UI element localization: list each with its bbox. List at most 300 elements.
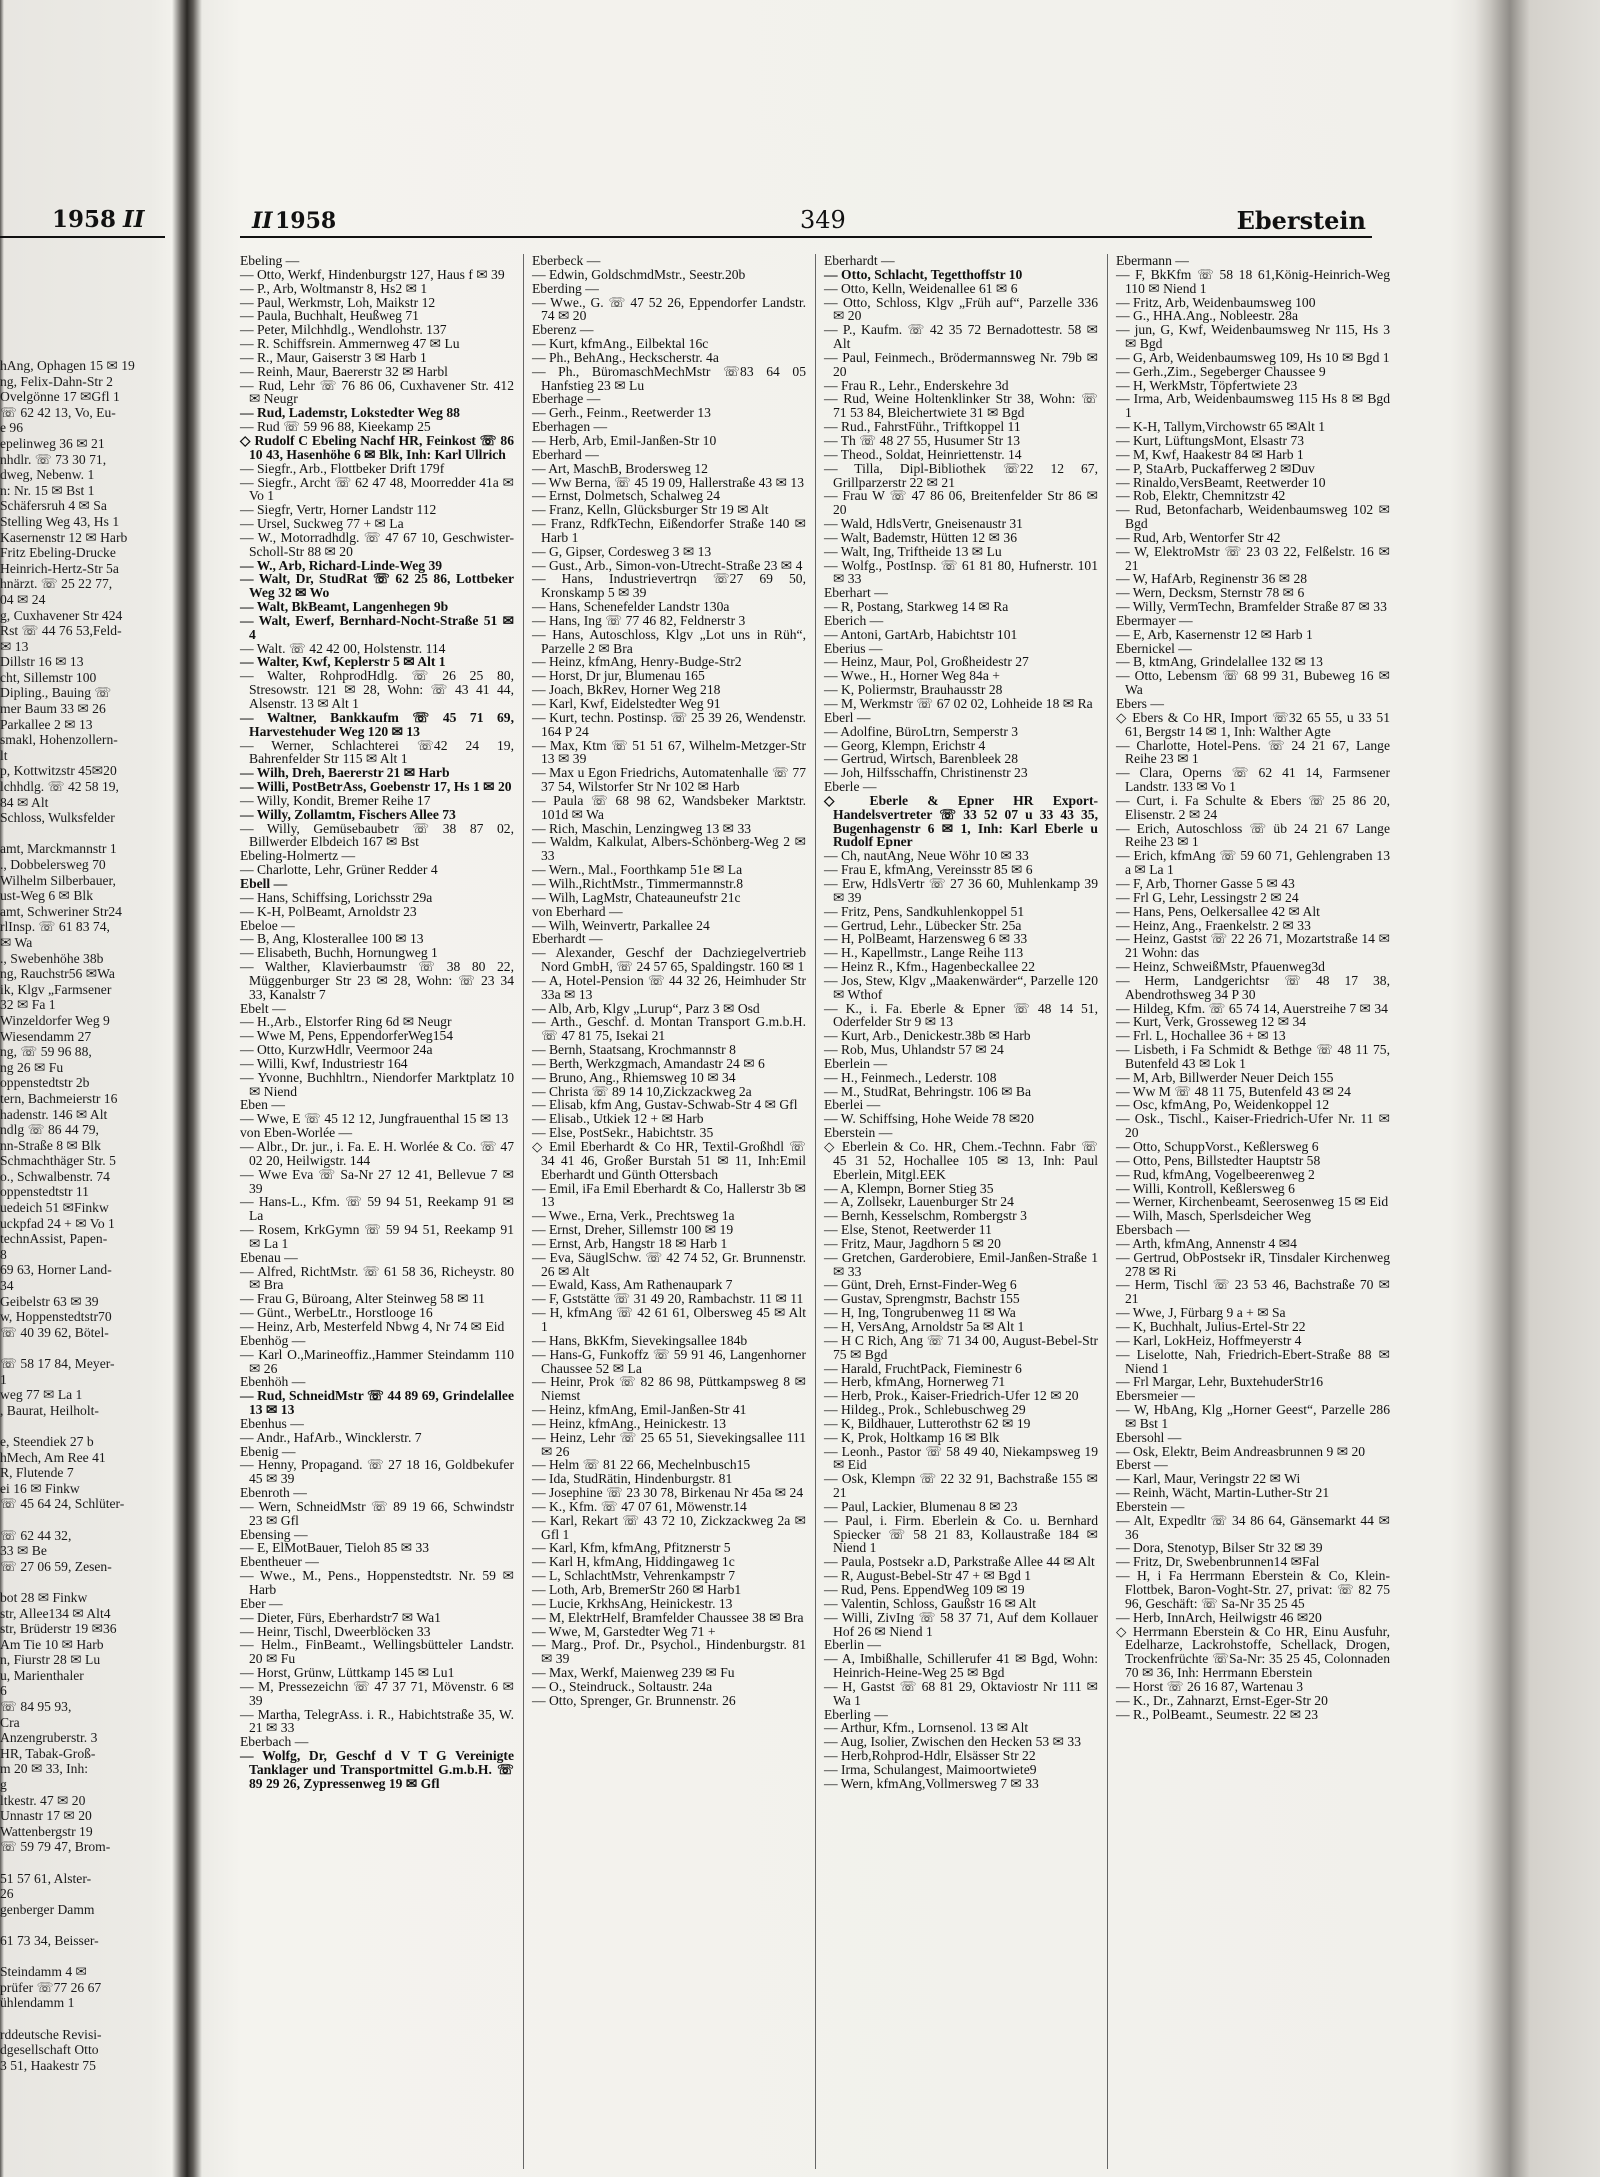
directory-entry: — Horst ☏ 26 16 87, Wartenau 3 [1116, 1678, 1304, 1694]
directory-entry: — Rob, Mus, Uhlandstr 57 ✉ 24 [824, 1042, 1004, 1058]
directory-entry: — Rich, Maschin, Lenzingweg 13 ✉ 33 [532, 820, 752, 836]
directory-entry: — M., StudRat, Behringstr. 106 ✉ Ba [824, 1083, 1031, 1099]
directory-entry: — Wern, Decksm, Sternstr 78 ✉ 6 [1116, 585, 1305, 601]
directory-entry: — Reinh, Wächt, Martin-Luther-Str 21 [1116, 1485, 1330, 1501]
left-page-line: n, Fiurstr 28 ✉ Lu [0, 1652, 101, 1668]
directory-entry: — Adolfine, BüroLtrn, Semperstr 3 [824, 723, 1019, 739]
directory-entry: — H., Feinmech., Lederstr. 108 [824, 1069, 997, 1085]
surname-heading: Ebernickel — [1116, 640, 1192, 656]
directory-entry: — Hans, Autoschloss, Klgv „Lot uns in Rüh“, Parzelle 2 ✉ Bra [532, 626, 806, 656]
left-page-line: Dipling., Bauing ☏ [0, 685, 112, 701]
surname-heading: Eberlein — [824, 1055, 888, 1071]
directory-entry: — Helm., FinBeamt., Wellingsbütteler Landstr. 20 ✉ Fu [240, 1637, 514, 1667]
directory-entry: — K, Bildhauer, Lutterothstr 62 ✉ 19 [824, 1415, 1031, 1431]
surname-heading: Eberling — [824, 1706, 888, 1722]
directory-entry: — Ww M ☏ 48 11 75, Butenfeld 43 ✉ 24 [1116, 1083, 1351, 1099]
directory-entry: — Heinz, Ang., Fraenkelstr. 2 ✉ 33 [1116, 917, 1311, 933]
directory-entry: — Peter, Milchhdlg., Wendlohstr. 137 [240, 322, 447, 338]
left-page-line: Heinrich-Hertz-Str 5a [0, 560, 119, 576]
directory-entry: — K, Buchhalt, Julius-Ertel-Str 22 [1116, 1318, 1306, 1334]
directory-entry: — Ewald, Kass, Am Rathenaupark 7 [532, 1277, 733, 1293]
directory-entry: — Werner, Kirchenbeamt, Seerosenweg 15 ✉ Eid [1116, 1194, 1389, 1210]
directory-entry: — Heinr, Tischl, Dweerblöcken 33 [240, 1623, 431, 1639]
directory-entry: — Wwe., H., Horner Weg 84a + [824, 668, 1000, 684]
directory-entry: — W., Arb, Richard-Linde-Weg 39 [240, 557, 443, 573]
directory-entry: — K-H, Tallym,Virchowstr 65 ✉Alt 1 [1116, 419, 1326, 435]
directory-entry: — W., Motorradhdlg. ☏ 47 67 10, Geschwister-Scholl-Str 88 ✉ 20 [240, 529, 514, 559]
directory-entry: — Fritz, Arb, Weidenbaumsweg 100 [1116, 294, 1316, 310]
left-page-line: Steindamm 4 ✉ [0, 1964, 87, 1980]
left-page-line: 3 51, Haakestr 75 [0, 2057, 96, 2073]
left-page-line: Anzengruberstr. 3 [0, 1730, 98, 1746]
directory-entry: — Curt, i. Fa Schulte & Ebers ☏ 25 86 20, Elisenstr. 2 ✉ 24 [1116, 792, 1390, 822]
left-page-line: mer Baum 33 ✉ 26 [0, 701, 106, 717]
directory-entry: — Jos, Stew, Klgv „Maakenwärder“, Parzelle 120 ✉ Wthof [824, 972, 1098, 1002]
directory-entry: ◇ Rudolf C Ebeling Nachf HR, Feinkost ☏ 86 10 43, Hasenhöhe 6 ✉ Blk, Inh: Karl Ullrich [240, 432, 514, 462]
left-page-line: ☏ 58 17 84, Meyer- [0, 1356, 115, 1371]
directory-entry: — H, PolBeamt, Harzensweg 6 ✉ 33 [824, 931, 1028, 947]
directory-entry: — Paula, Buchhalt, Heußweg 71 [240, 308, 419, 324]
directory-entry: — Walt. ☏ 42 42 00, Holstenstr. 114 [240, 640, 446, 656]
directory-entry: — Wwe, E ☏ 45 12 12, Jungfrauenthal 15 ✉ 13 [240, 1111, 509, 1127]
directory-entry: — Heinr, Prok ☏ 82 86 98, Püttkampsweg 8 ✉ Niemst [532, 1374, 806, 1404]
left-page-line: Kasernenstr 12 ✉ Harb [0, 529, 128, 545]
directory-entry: — Günt, Dreh, Ernst-Finder-Weg 6 [824, 1277, 1017, 1293]
left-page-line: ng, Rauchstr56 ✉Wa [0, 966, 115, 982]
left-page-line: ✉ Wa [0, 934, 33, 950]
left-page-line: Winzeldorfer Weg 9 [0, 1012, 110, 1028]
directory-entry: — Valentin, Schloss, Gaußstr 16 ✉ Alt [824, 1595, 1037, 1611]
left-page-line: o., Schwalbenstr. 74 [0, 1168, 110, 1184]
directory-entry: — Wilh, Masch, Sperlsdeicher Weg [1116, 1208, 1311, 1224]
surname-heading: Ebersohl — [1116, 1429, 1182, 1445]
directory-entry: — Rob, Elektr, Chemnitzstr 42 [1116, 488, 1286, 504]
directory-entry: — Rud., FahrstFühr., Triftkoppel 11 [824, 419, 1021, 435]
left-page-line: lt [0, 747, 8, 763]
left-page-line: ng, ☏ 59 96 88, [0, 1044, 92, 1060]
left-page-line: Ovelgönne 17 ✉Gfl 1 [0, 389, 120, 405]
directory-entry: — Otto, SchuppVorst., Keßlersweg 6 [1116, 1139, 1319, 1154]
directory-entry: — Max, Werkf, Maienweg 239 ✉ Fu [532, 1665, 735, 1681]
directory-entry: — Willi, Kontroll, Keßlersweg 6 [1116, 1180, 1295, 1196]
directory-entry: — Hans, Schenefelder Landstr 130a [532, 599, 730, 615]
directory-entry: — Paul, Werkmstr, Loh, Maikstr 12 [240, 294, 436, 310]
left-page-line: hnärzt. ☏ 25 22 77, [0, 576, 113, 592]
directory-entry: — H, WerkMstr, Töpfertwiete 23 [1116, 377, 1298, 393]
directory-entry: — G, Gipser, Cordesweg 3 ✉ 13 [532, 543, 712, 559]
directory-entry: — P., Arb, Woltmanstr 8, Hs2 ✉ 1 [240, 280, 428, 296]
directory-entry: — Karl, Kwf, Eidelstedter Weg 91 [532, 696, 721, 711]
left-page-line: hMech, Am Ree 41 [0, 1449, 106, 1465]
directory-entry: — Otto, KurzwHdlr, Veermoor 24a [240, 1042, 433, 1058]
directory-entry: — Paul, i. Firm. Eberlein & Co. u. Bernhard Spiecker ☏ 58 21 83, Kollaustraße 184 ✉ Niend 1 [824, 1512, 1098, 1556]
surname-heading: Eben — [240, 1097, 285, 1113]
directory-entry: — Herm, Landgerichtsr ☏ 48 17 38, Abendrothsweg 34 P 30 [1116, 972, 1390, 1002]
directory-entry: — Alb, Arb, Klgv „Lurup“, Parz 3 ✉ Osd [532, 1000, 760, 1016]
directory-entry: — F, BkKfm ☏ 58 18 61,König-Heinrich-Weg 110 ✉ Niend 1 [1116, 266, 1390, 296]
directory-entry: — Kurt, kfmAng., Eilbektal 16c [532, 336, 709, 352]
directory-column-3 [824, 254, 1098, 1791]
directory-entry: — Osk, Elektr, Beim Andreasbrunnen 9 ✉ 20 [1116, 1443, 1366, 1459]
directory-entry: — Hans, BkKfm, Sievekingsallee 184b [532, 1332, 748, 1348]
left-page-line [0, 1574, 168, 1590]
surname-heading: Ebenhöh — [240, 1374, 306, 1390]
left-page-line [0, 1512, 168, 1528]
directory-entry: — Herm, Tischl ☏ 23 53 46, Bachstraße 70 ✉ 21 [1116, 1277, 1390, 1307]
directory-entry: — Fritz, Pens, Sandkuhlenkoppel 51 [824, 903, 1025, 919]
directory-entry: — Walt, BkBeamt, Langenhegen 9b [240, 599, 449, 615]
directory-entry: — Kurt, LüftungsMont, Elsastr 73 [1116, 432, 1305, 448]
left-page-line: oppenstedtstr 11 [0, 1184, 89, 1200]
directory-entry: — Willy, VermTechn, Bramfelder Straße 87 ✉ 33 [1116, 599, 1387, 615]
left-page-line: R, Flutende 7 [0, 1465, 74, 1481]
directory-entry: — Werner, Schlachterei ☏42 24 19, Bahrenfelder Str 115 ✉ Alt 1 [240, 737, 514, 767]
directory-entry: — Wwe., G. ☏ 47 52 26, Eppendorfer Landstr. 74 ✉ 20 [532, 294, 806, 324]
left-page-line: 1 [0, 1371, 7, 1387]
surname-heading: von Eben-Worlée — [240, 1125, 353, 1141]
left-page-volume: II [123, 206, 145, 233]
directory-entry: — Ida, StudRätin, Hindenburgstr. 81 [532, 1471, 733, 1487]
left-page-line: Parkallee 2 ✉ 13 [0, 716, 93, 732]
directory-entry: — Wilh, Weinvertr, Parkallee 24 [532, 917, 710, 933]
directory-entry: — Karl, LokHeiz, Hoffmeyerstr 4 [1116, 1332, 1302, 1348]
directory-entry: — Leonh., Pastor ☏ 58 49 40, Niekampsweg 19 ✉ Eid [824, 1443, 1098, 1473]
surname-heading: Ebermayer — [1116, 612, 1193, 628]
left-page-line: Schloss, Wulksfelder [0, 810, 115, 826]
directory-entry: — Arthur, Kfm., Lornsenol. 13 ✉ Alt [824, 1720, 1029, 1736]
surname-heading: Ebeloe — [240, 917, 295, 933]
left-page-line: technAssist, Papen- [0, 1231, 108, 1247]
directory-entry: — Reinh, Maur, Baererstr 32 ✉ Harbl [240, 363, 448, 379]
left-page-line: 69 63, Horner Land- [0, 1262, 112, 1278]
directory-entry: — Hildeg, Kfm. ☏ 65 74 14, Auerstreihe 7 ✉ 34 [1116, 1000, 1388, 1016]
directory-entry: — R. Schiffsrein. Ammernweg 47 ✉ Lu [240, 336, 460, 352]
directory-entry: — Walther, Klavierbaumstr ☏ 38 80 22, Müggenburger Str 23 ✉ 28, Wohn: ☏ 23 34 33, Kanalstr 7 [240, 959, 514, 1002]
directory-entry: — Willy, Kondit, Bremer Reihe 17 [240, 792, 431, 808]
directory-entry: — Ch, nautAng, Neue Wöhr 10 ✉ 33 [824, 848, 1029, 864]
directory-entry: — H, i Fa Herrmann Eberstein & Co, Klein-Flottbek, Baron-Voght-Str. 27, privat: ☏ 82 75 96, Geschäft: ☏ Sa-Nr 35 25 45 [1116, 1568, 1390, 1611]
directory-column-1 [240, 254, 514, 1791]
directory-entry: — Walt, Dr, StudRat ☏ 62 25 86, Lottbeker Weg 32 ✉ Wo [240, 571, 514, 601]
left-page-line: u, Marienthaler [0, 1667, 84, 1683]
directory-entry: — Gertrud, Wirtsch, Barenbleek 28 [824, 751, 1018, 767]
left-page-line: Wiesendamm 27 [0, 1028, 92, 1044]
directory-entry: — Walter, Kwf, Keplerstr 5 ✉ Alt 1 [240, 654, 446, 670]
surname-heading: Ebeling-Holmertz — [240, 848, 356, 864]
left-page-year: 1958 [52, 206, 117, 233]
directory-entry: — Loth, Arb, BremerStr 260 ✉ Harb1 [532, 1582, 742, 1597]
surname-heading: Ebermann — [1116, 253, 1189, 268]
directory-entry: — Walt, Bademstr, Hütten 12 ✉ 36 [824, 529, 1017, 545]
directory-entry: — Theod., Soldat, Heinriettenstr. 14 [824, 446, 1022, 462]
left-page-line: e 96 [0, 420, 24, 436]
left-page-line: Cra [0, 1714, 20, 1730]
directory-entry: — Lisbeth, i Fa Schmidt & Bethge ☏ 48 11 75, Butenfeld 43 ✉ Lok 1 [1116, 1042, 1390, 1071]
directory-entry: — Wilh, Dreh, Baererstr 21 ✉ Harb [240, 765, 450, 781]
surname-heading: Eberhagen — [532, 419, 608, 435]
directory-entry: — A, Zollsekr, Lauenburger Str 24 [824, 1194, 1014, 1210]
directory-entry: — Gertrud, ObPostsekr iR, Tinsdaler Kirchenweg 278 ✉ Ri [1116, 1249, 1390, 1279]
surname-heading: Eberding — [532, 280, 599, 296]
left-page-line: bot 28 ✉ Finkw [0, 1589, 88, 1605]
directory-entry: — Otto, Sprenger, Gr. Brunnenstr. 26 [532, 1692, 736, 1708]
surname-heading: Eber — [240, 1595, 283, 1611]
left-page-line: 51 57 61, Alster- [0, 1870, 92, 1886]
surname-heading: Eberhart — [824, 585, 888, 601]
directory-entry: — Wwe., M., Pens., Hoppenstedtstr. Nr. 59 ✉ Harb [240, 1568, 514, 1597]
directory-entry: — Alexander, Geschf der Dachziegelvertrieb Nord GmbH, ☏ 24 57 65, Spaldingstr. 160 ✉ 1 [532, 945, 806, 975]
left-page-line: uedeich 51 ✉Finkw [0, 1200, 109, 1216]
left-page-line: amt, Schweriner Str24 [0, 903, 122, 919]
left-page-line: epelinweg 36 ✉ 21 [0, 435, 105, 451]
surname-heading: Eberbach — [240, 1734, 309, 1750]
directory-entry: — Wwe, M, Garstedter Weg 71 + [532, 1623, 716, 1639]
directory-entry: — P., Kaufm. ☏ 42 35 72 Bernadottestr. 58 ✉ Alt [824, 322, 1098, 352]
directory-entry: — M, Arb, Billwerder Neuer Deich 155 [1116, 1069, 1334, 1085]
left-page-line: weg 77 ✉ La 1 [0, 1387, 83, 1403]
directory-entry: — Karl O.,Marineoffiz.,Hammer Steindamm 110 ✉ 26 [240, 1346, 514, 1376]
column-rule [1107, 254, 1108, 2169]
directory-entry: — M, ElektrHelf, Bramfelder Chaussee 38 ✉ Bra [532, 1609, 804, 1625]
left-page-line: ltkestr. 47 ✉ 20 [0, 1792, 86, 1808]
directory-entry: — Willy, Zollamtm, Fischers Allee 73 [240, 806, 456, 822]
directory-entry: — Fritz, Dr, Swebenbrunnen14 ✉Fal [1116, 1554, 1320, 1570]
directory-entry: — Else, Stenot, Reetwerder 11 [824, 1222, 992, 1238]
surname-heading: Ebersmeier — [1116, 1388, 1195, 1404]
directory-entry: — Ph., BüromaschMechMstr ☏83 64 05 Hanfstieg 23 ✉ Lu [532, 363, 806, 393]
directory-entry: — Ursel, Suckweg 77 + ✉ La [240, 516, 404, 532]
left-facing-page [0, 0, 168, 2177]
directory-entry: — Otto, Werkf, Hindenburgstr 127, Haus f ✉ 39 [240, 266, 505, 282]
left-page-line: nn-Straße 8 ✉ Blk [0, 1137, 101, 1153]
directory-entry: — Henny, Propagand. ☏ 27 18 16, Goldbekufer 45 ✉ 39 [240, 1457, 514, 1487]
directory-entry: — R, Postang, Starkweg 14 ✉ Ra [824, 599, 1009, 615]
directory-entry: — Erich, kfmAng ☏ 59 60 71, Gehlengraben 13 a ✉ La 1 [1116, 848, 1390, 878]
directory-entry: — O., Steindruck., Soltaustr. 24a [532, 1678, 713, 1694]
directory-entry: — Gustav, Sprengmstr, Bachstr 155 [824, 1291, 1020, 1307]
directory-entry: — Hans-L., Kfm. ☏ 59 94 51, Reekamp 91 ✉ La [240, 1194, 514, 1224]
year-label: 1958 [275, 208, 337, 234]
left-page-line: tern, Bachmeierstr 16 [0, 1090, 118, 1106]
directory-entry: — Paula ☏ 68 98 62, Wandsbeker Marktstr. 101d ✉ Wa [532, 792, 806, 822]
directory-entry: — Tilla, Dipl-Bibliothek ☏22 12 67, Grillparzerstr 22 ✉ 21 [824, 460, 1098, 490]
running-title: Eberstein [1236, 206, 1366, 235]
directory-entry: — Hans, Schiffsing, Lorichsstr 29a [240, 889, 433, 905]
directory-entry: — Wwe., Erna, Verk., Prechtsweg 1a [532, 1208, 735, 1224]
left-page-line: nhdlr. ☏ 73 30 71, [0, 451, 107, 467]
directory-entry: — Wern, kfmAng,Vollmersweg 7 ✉ 33 [824, 1775, 1039, 1791]
directory-entry: — Georg, Klempn, Erichstr 4 [824, 737, 986, 753]
directory-entry: — Wern., Mal., Foorthkamp 51e ✉ La [532, 862, 743, 878]
left-page-line: smakl, Hohenzollern- [0, 732, 118, 748]
directory-entry: — Paul, Feinmech., Brödermannsweg Nr. 79b ✉ 20 [824, 349, 1098, 379]
left-page-line: Rst ☏ 44 76 53,Feld- [0, 623, 122, 639]
directory-entry: — Art, MaschB, Brodersweg 12 [532, 460, 708, 476]
directory-entry: — Wilh.,RichtMstr., Timmermannstr.8 [532, 875, 744, 891]
directory-entry: — Berth, Werkzgmach, Amandastr 24 ✉ 6 [532, 1055, 765, 1071]
left-page-line: Schäfersruh 4 ✉ Sa [0, 498, 107, 514]
directory-entry: — K, Prok, Holtkamp 16 ✉ Blk [824, 1429, 1000, 1445]
directory-entry: — F, Arb, Thorner Gasse 5 ✉ 43 [1116, 875, 1295, 891]
directory-entry: — Heinz R., Kfm., Hagenbeckallee 22 [824, 959, 1036, 975]
directory-entry: — H C Rich, Ang ☏ 71 34 00, August-Bebel-Str 75 ✉ Bgd [824, 1332, 1098, 1362]
surname-heading: Ebenroth — [240, 1485, 307, 1501]
surname-heading: Ebentheuer — [240, 1554, 319, 1570]
directory-entry: — Elisabeth, Buchh, Hornungweg 1 [240, 945, 438, 961]
surname-heading: Ebenhus — [240, 1415, 304, 1431]
directory-entry: — A, Imbißhalle, Schillerufer 41 ✉ Bgd, Wohn: Heinrich-Heine-Weg 25 ✉ Bgd [824, 1651, 1098, 1681]
surname-heading: Ebelt — [240, 1000, 286, 1016]
directory-entry: — Herb, Arb, Emil-Janßen-Str 10 [532, 432, 717, 448]
column-rule [523, 254, 524, 2169]
directory-entry: — Ernst, Arb, Hangstr 18 ✉ Harb 1 [532, 1235, 728, 1251]
left-page-line [0, 1917, 168, 1933]
left-page-line: ., Dobbelersweg 70 [0, 857, 106, 872]
left-page-line: ☏ 84 95 93, [0, 1699, 72, 1715]
left-page-line: Dillstr 16 ✉ 13 [0, 654, 84, 670]
surname-heading: Ebersbach — [1116, 1222, 1190, 1238]
directory-entry: — Bernh, Kesselschm, Rombergstr 3 [824, 1208, 1027, 1224]
left-page-line: , Baurat, Heilholt- [0, 1402, 99, 1418]
directory-entry: ◇ Herrmann Eberstein & Co HR, Einu Ausfuhr, Edelharze, Lackrohstoffe, Schellack, Drogen, Trockenfrüchte ☏Sa-Nr: 35 25 45, Colonnaden 70 ✉ 36, Inh: Herrmann Eberstein [1116, 1623, 1390, 1681]
directory-column-4 [1116, 254, 1390, 1721]
volume-label: II [252, 208, 273, 234]
surname-heading: Ebeling — [240, 253, 300, 268]
directory-entry: — Kurt, Arb., Denickestr.38b ✉ Harb [824, 1028, 1031, 1044]
directory-page [240, 0, 1480, 2177]
directory-entry: — Herb, Prok., Kaiser-Friedrich-Ufer 12 ✉ 20 [824, 1388, 1079, 1404]
directory-entry: — B, Ang, Klosterallee 100 ✉ 13 [240, 931, 424, 947]
left-page-line: Stelling Weg 43, Hs 1 [0, 513, 120, 529]
directory-entry: — E, Arb, Kasernenstr 12 ✉ Harb 1 [1116, 626, 1313, 642]
directory-entry: — Otto, Kelln, Weidenallee 61 ✉ 6 [824, 280, 1018, 296]
left-page-line: ng 26 ✉ Fu [0, 1059, 64, 1075]
directory-entry: — Ww Berna, ☏ 45 19 09, Hallerstraße 43 ✉ 13 [532, 474, 805, 490]
directory-entry: ◇ Eberlein & Co. HR, Chem.-Technn. Fabr ☏ 45 31 52, Hochallee 105 ✉ 13, Inh: Paul Eberlein, Mitgl.EEK [824, 1139, 1098, 1182]
left-page-line: amt, Marckmannstr 1 [0, 841, 117, 857]
page-header [240, 206, 1372, 238]
directory-entry: — L, SchlachtMstr, Vehrenkampstr 7 [532, 1568, 736, 1584]
directory-entry: — Karl, Kfm, kfmAng, Pfitznerstr 5 [532, 1540, 731, 1556]
left-page-line: ☏ 62 42 13, Vo, Eu- [0, 404, 116, 420]
left-page-line: str, Allee134 ✉ Alt4 [0, 1605, 111, 1621]
directory-entry: — Arth, kfmAng, Annenstr 4 ✉4 [1116, 1235, 1297, 1251]
directory-entry: — Frau W ☏ 47 86 06, Breitenfelder Str 86 ✉ 20 [824, 488, 1098, 518]
directory-entry: — Hildeg., Prok., Schlebuschweg 29 [824, 1402, 1026, 1418]
directory-entry: — Charlotte, Lehr, Grüner Redder 4 [240, 862, 438, 878]
directory-entry: — Herb, kfmAng, Hornerweg 71 [824, 1374, 1006, 1390]
directory-entry: — Frau G, Büroang, Alter Steinweg 58 ✉ 11 [240, 1291, 485, 1307]
directory-entry: — Hans, Pens, Oelkersallee 42 ✉ Alt [1116, 903, 1320, 919]
directory-entry: — Harald, FruchtPack, Fieminestr 6 [824, 1360, 1022, 1376]
left-page-line: Wilhelm Silberbauer, [0, 872, 116, 888]
left-page-line: w, Hoppenstedtstr70 [0, 1309, 112, 1325]
directory-entry: — Paul, Lackier, Blumenau 8 ✉ 23 [824, 1498, 1018, 1514]
directory-entry: — Rinaldo,VersBeamt, Reetwerder 10 [1116, 474, 1326, 490]
directory-entry: — Frau E, kfmAng, Vereinsstr 85 ✉ 6 [824, 862, 1033, 878]
left-page-line: rddeutsche Revisi- [0, 2026, 102, 2042]
left-page-line: 8 [0, 1246, 7, 1262]
directory-entry: — Willi, Kwf, Industriestr 164 [240, 1055, 408, 1071]
directory-entry: — Willi, ZivIng ☏ 58 37 71, Auf dem Kollauer Hof 26 ✉ Niend 1 [824, 1609, 1098, 1639]
left-page-line: ühlendamm 1 [0, 1995, 75, 2011]
directory-entry: — M, Werkmstr ☏ 67 02 02, Lohheide 18 ✉ Ra [824, 696, 1093, 711]
surname-heading: Eberenz — [532, 322, 594, 338]
surname-heading: Ebenau — [240, 1249, 298, 1265]
left-page-line: rlInsp. ☏ 61 83 74, [0, 919, 110, 935]
directory-entry: — Otto, Schloss, Klgv „Früh auf“, Parzelle 336 ✉ 20 [824, 294, 1098, 324]
directory-entry: — H, VersAng, Arnoldstr 5a ✉ Alt 1 [824, 1318, 1025, 1334]
directory-entry: — R, August-Bebel-Str 47 + ✉ Bgd 1 [824, 1568, 1032, 1584]
directory-entry: — H, Ing, Tongrubenweg 11 ✉ Wa [824, 1305, 1016, 1321]
directory-entry: — Hans, Industrievertrqn ☏27 69 50, Kronskamp 5 ✉ 39 [532, 571, 806, 601]
directory-entry: — W. Schiffsing, Hohe Weide 78 ✉20 [824, 1111, 1034, 1127]
directory-entry: — Rud, Lademstr, Lokstedter Weg 88 [240, 405, 460, 421]
directory-entry: — Karl H, kfmAng, Hiddingaweg 1c [532, 1554, 735, 1570]
directory-entry: — Marg., Prof. Dr., Psychol., Hindenburgstr. 81 ✉ 39 [532, 1637, 806, 1667]
directory-entry: — Willy, Gemüsebaubetr ☏ 38 87 02, Billwerder Elbdeich 167 ✉ Bst [240, 820, 514, 850]
directory-entry: — Rud, Weine Holtenklinker Str 38, Wohn: ☏ 71 53 84, Bleichertwiete 31 ✉ Bgd [824, 391, 1098, 421]
directory-entry: ◇ Emil Eberhardt & Co HR, Textil-Großhdl ☏ 34 41 46, Großer Burstah 51 ✉ 11, Inh:Emil Eberhardt und Günth Ottersbach [532, 1139, 806, 1182]
left-page-line: Schmachthäger Str. 5 [0, 1153, 116, 1169]
directory-entry: — Charlotte, Hotel-Pens. ☏ 24 21 67, Lange Reihe 23 ✉ 1 [1116, 737, 1390, 767]
directory-entry: — Siegfr, Vertr, Horner Landstr 112 [240, 502, 437, 518]
left-page-line: dweg, Nebenw. 1 [0, 467, 95, 483]
directory-entry: — K., Dr., Zahnarzt, Ernst-Eger-Str 20 [1116, 1692, 1328, 1708]
left-page-line: 61 73 34, Beisser- [0, 1932, 99, 1948]
directory-entry: — Heinz, kfmAng, Henry-Budge-Str2 [532, 654, 742, 670]
directory-entry: — Lucie, KrkhsAng, Heinickestr. 13 [532, 1595, 733, 1611]
directory-entry: — Heinz, SchweißMstr, Pfauenweg3d [1116, 959, 1325, 975]
directory-entry: — Frl G, Lehr, Lessingstr 2 ✉ 24 [1116, 889, 1299, 905]
left-page-line: 33 ✉ Be [0, 1543, 47, 1559]
directory-entry: — Irma, Arb, Weidenbaumsweg 115 Hs 8 ✉ Bgd 1 [1116, 391, 1390, 421]
directory-entry: — B, ktmAng, Grindelallee 132 ✉ 13 [1116, 654, 1323, 670]
directory-entry: — Rud, kfmAng, Vogelbeerenweg 2 [1116, 1166, 1315, 1182]
directory-entry: — Kurt, techn. Postinsp. ☏ 25 39 26, Wendenstr. 164 P 24 [532, 709, 806, 739]
directory-entry: — Gerh.,Zim., Segeberger Chaussee 9 [1116, 363, 1326, 379]
left-page-line: hadenstr. 146 ✉ Alt [0, 1106, 108, 1122]
directory-entry: — Wwe M, Pens, EppendorferWeg154 [240, 1028, 454, 1044]
directory-entry: — Elisab, kfm Ang, Gustav-Schwab-Str 4 ✉ Gfl [532, 1097, 798, 1113]
directory-entry: — K., i. Fa. Eberle & Epner ☏ 48 14 51, Oderfelder Str 9 ✉ 13 [824, 1000, 1098, 1030]
left-page-line: Wattenbergstr 19 [0, 1823, 93, 1839]
directory-entry: — Waldm, Kalkulat, Albers-Schönberg-Weg 2 ✉ 33 [532, 834, 806, 864]
surname-heading: Eberius — [824, 640, 883, 656]
directory-entry: — Walt, Ewerf, Bernhard-Nocht-Straße 51 ✉ 4 [240, 612, 514, 642]
left-page-line: hAng, Ophagen 15 ✉ 19 [0, 358, 135, 373]
left-page-line: lchhdlg. ☏ 42 58 19, [0, 779, 119, 795]
directory-entry: — Albr., Dr. jur., i. Fa. E. H. Worlée & Co. ☏ 47 02 20, Heilwigstr. 144 [240, 1139, 514, 1168]
directory-entry: — Martha, TelegrAss. i. R., Habichtstraße 35, W. 21 ✉ 33 [240, 1706, 514, 1736]
directory-entry: — M, Kwf, Haakestr 84 ✉ Harb 1 [1116, 446, 1304, 462]
directory-entry: — Heinz, kfmAng, Emil-Janßen-Str 41 [532, 1402, 747, 1418]
directory-entry: — Rud ☏ 59 96 88, Kieekamp 25 [240, 419, 431, 435]
directory-entry: — R., Maur, Gaiserstr 3 ✉ Harb 1 [240, 349, 427, 365]
left-page-line: ✉ 13 [0, 638, 29, 654]
directory-entry: — Franz, RdfkTechn, Eißendorfer Straße 140 ✉ Harb 1 [532, 516, 806, 545]
directory-entry: — Frl Margar, Lehr, BuxtehuderStr16 [1116, 1374, 1324, 1390]
surname-heading: Eberlei — [824, 1097, 881, 1113]
surname-heading: Eberbeck — [532, 253, 601, 268]
directory-entry: — Eva, SäuglSchw. ☏ 42 74 52, Gr. Brunnenstr. 26 ✉ Alt [532, 1249, 806, 1279]
directory-entry: — Karl, Rekart ☏ 43 72 10, Zickzackweg 2a ✉ Gfl 1 [532, 1512, 806, 1542]
left-page-line: str, Brüderstr 19 ✉36 [0, 1621, 117, 1637]
directory-entry: — jun, G, Kwf, Weidenbaumsweg Nr 115, Hs 3 ✉ Bgd [1116, 322, 1390, 352]
surname-heading: Eberstein — [824, 1125, 893, 1141]
left-page-line: ☏ 40 39 62, Bötel- [0, 1324, 109, 1340]
directory-entry: — P, StaArb, Puckafferweg 2 ✉Duv [1116, 460, 1315, 476]
